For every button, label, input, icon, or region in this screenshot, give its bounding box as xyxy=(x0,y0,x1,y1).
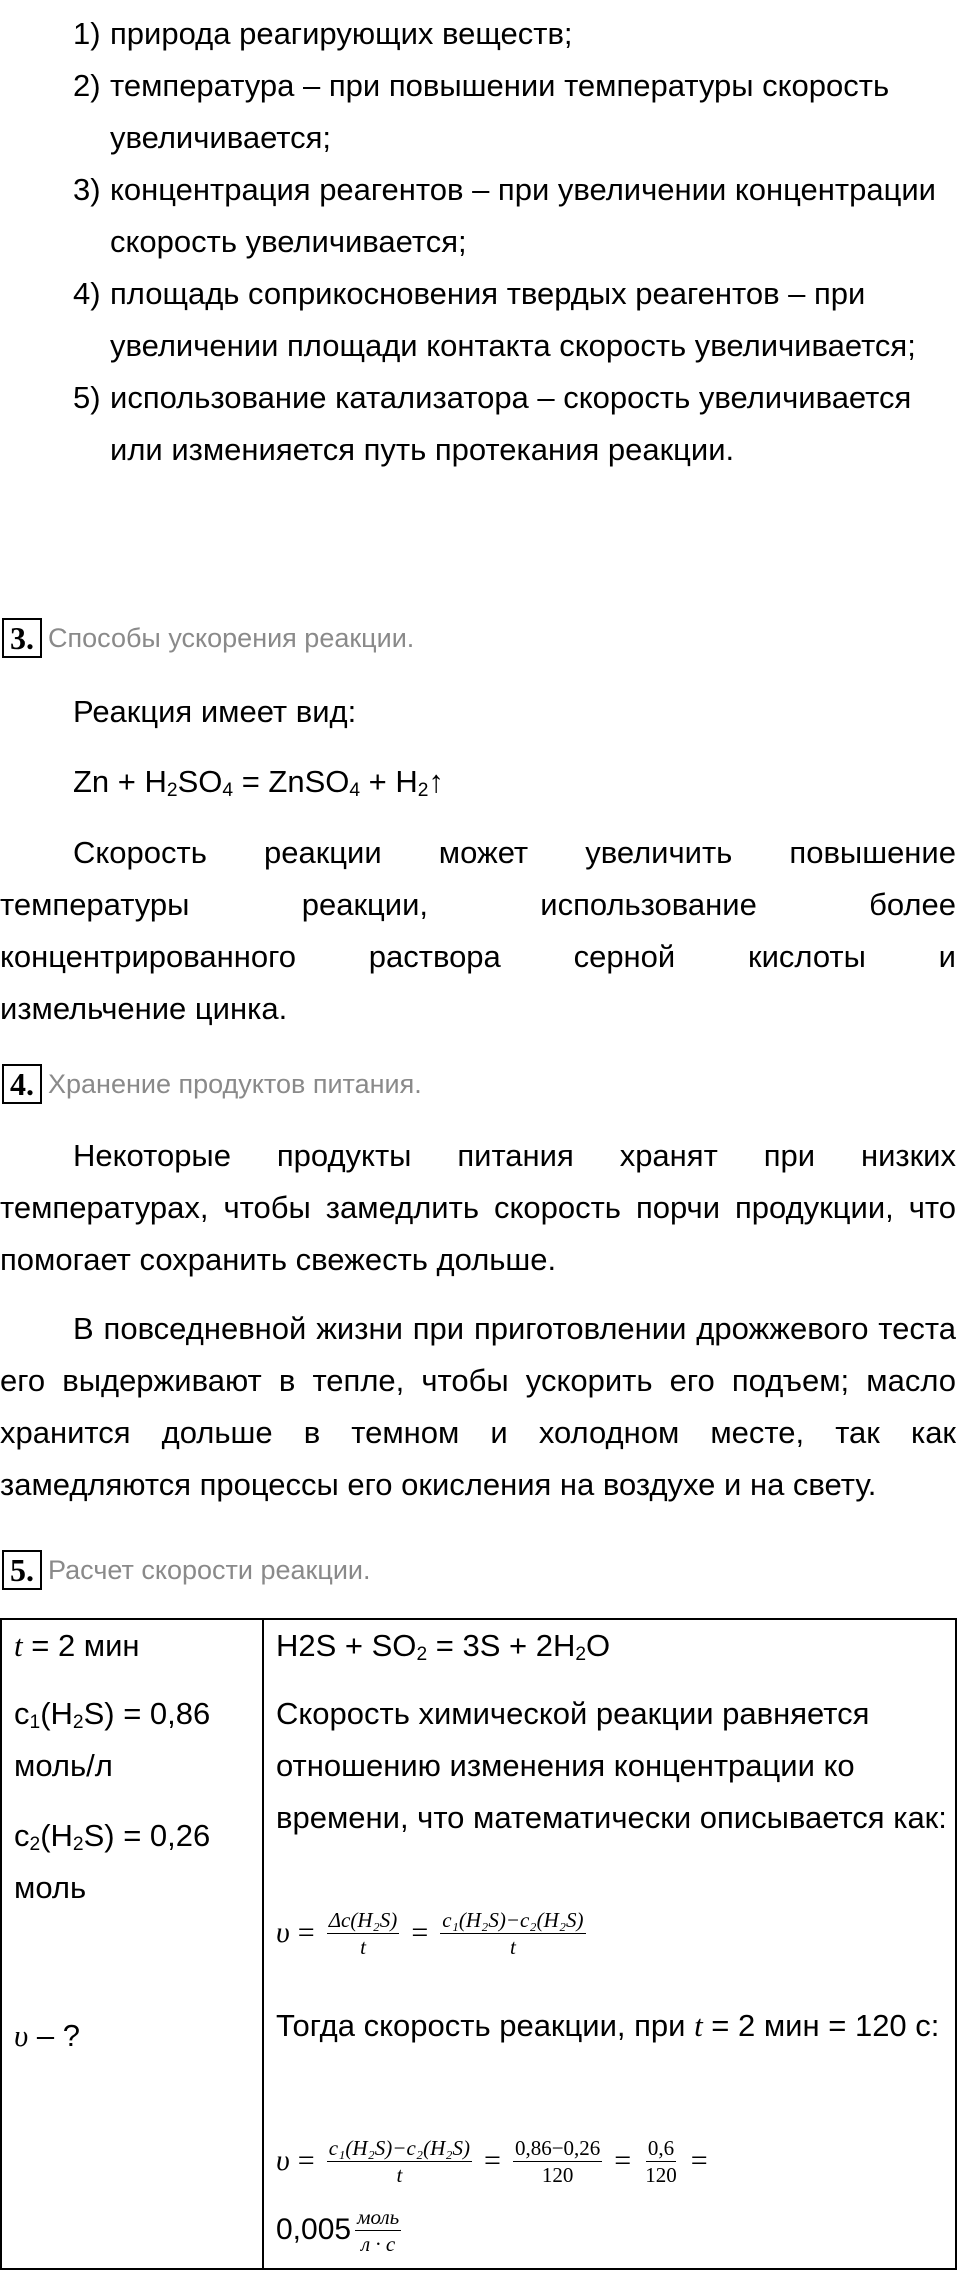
given-time: t = 2 мин xyxy=(14,1628,140,1663)
rate-factors-list xyxy=(0,8,960,476)
reaction-equation: $Zn + H_2SO_4$ = ZnSO$_4$ + $H_2↑$ xyxy=(73,764,444,801)
section-3-heading xyxy=(2,616,414,660)
list-item: 5) использование катализатора – скорость увеличивается или изменияется путь протекания реакции. xyxy=(73,380,912,467)
rate-formula: υ = $\frac{\text{Δc(H₂S)}}{t}$ = $\frac{\text{c₁(H₂S)−c₂(H₂S)}}{t}$ xyxy=(276,1907,584,1959)
solution-cell xyxy=(263,1619,956,2269)
result-value: 0,005 $\frac{\text{моль}}{л \cdot с}$ xyxy=(276,2204,400,2256)
list-item: 3) концентрация реагентов – при увеличении концентрации скорость увеличивается; xyxy=(73,172,936,259)
section-title: Расчет скорости реакции. xyxy=(48,1555,371,1585)
given-cell xyxy=(1,1619,263,2269)
list-item: 1) природа реагирующих веществ; xyxy=(73,16,573,51)
section-4-paragraph-2: В повседневной жизни при приготовлении дрожжевого теста его выдерживают в тепле, чтобы ускорить его подъем; масло хранится дольше в темном и холодном месте, так как замедляются процессы его окисления на воздухе и на свету. xyxy=(0,1311,956,1502)
calculation-intro: Тогда скорость реакции, при t = 2 мин = 120 с: xyxy=(276,2008,940,2043)
reaction-intro: Реакция имеет вид: xyxy=(73,694,357,729)
find-velocity: υ – ? xyxy=(14,2018,80,2053)
section-4-paragraph-1: Некоторые продукты питания хранят при низких температурах, чтобы замедлить скорость порчи продукции, что помогает сохранить свежесть дольше. xyxy=(0,1138,956,1277)
section-3-paragraph: Скорость реакции может увеличить повышение температуры реакции, использование более концентрированного раствора серной кислоты и измельчение цинка. xyxy=(0,835,956,1026)
section-title: Способы ускорения реакции. xyxy=(48,623,415,653)
given-c1-unit: моль/л xyxy=(14,1748,113,1783)
section-title: Хранение продуктов питания. xyxy=(48,1069,422,1099)
given-c1: $c_1(H_2S) = 0,86$ xyxy=(14,1696,211,1733)
problem-table xyxy=(0,1618,957,2270)
list-item: 4) площадь соприкосновения твердых реагентов – при увеличении площади контакта скорость увеличивается; xyxy=(73,276,916,363)
section-4-heading xyxy=(2,1062,422,1106)
section-number: 4. xyxy=(2,1064,42,1104)
section-number: 3. xyxy=(2,618,42,658)
section-number: 5. xyxy=(2,1550,42,1590)
section-5-heading xyxy=(2,1548,370,1592)
given-c2: $c_2(H_2S) = 0,26$ xyxy=(14,1818,211,1855)
calculation-formula: υ = $\frac{\text{c₁(H₂S)−c₂(H₂S)}}{t}$ = $\frac{0,86-0,26}{120}$ = $\frac{0,6}{120}$ = xyxy=(276,2135,708,2187)
reaction-equation: $H2S + SO_2 = 3S + 2H_2O$ xyxy=(276,1628,611,1665)
rate-definition: Скорость химической реакции равняется отношению изменения концентрации ко времени, что математически описывается как: xyxy=(276,1696,947,1835)
gas-arrow-icon: ↑ xyxy=(428,764,444,799)
list-item: 2) температура – при повышении температуры скорость увеличивается; xyxy=(73,68,890,155)
given-c2-unit: моль xyxy=(14,1870,87,1905)
